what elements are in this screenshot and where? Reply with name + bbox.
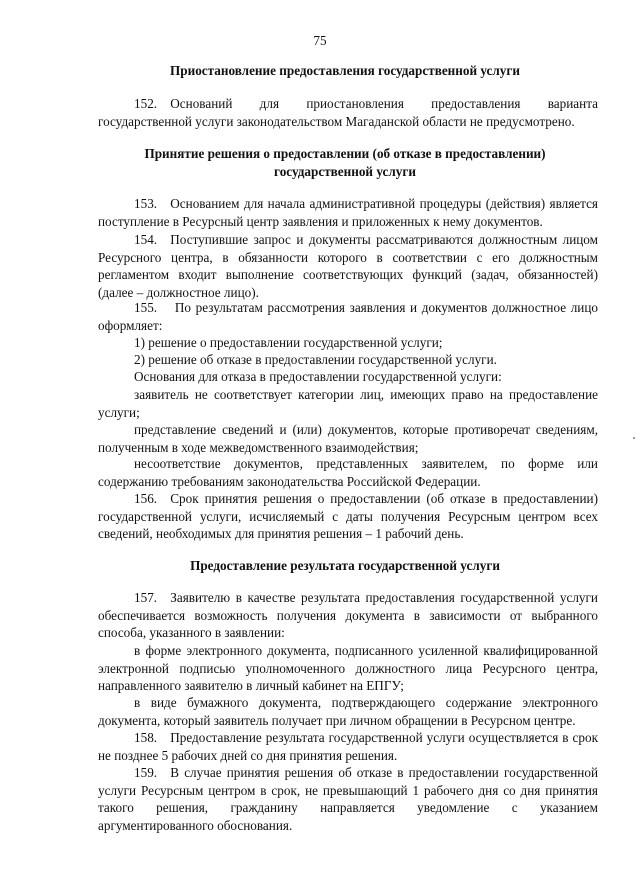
- paragraph-158: 158. Предоставление результата государственной услуги осуществляется в срок не позднее 5 рабочих дней со дня принятия решения.: [98, 730, 598, 763]
- section-heading-result: Предоставление результата государственной услуги: [190, 558, 500, 573]
- paragraph-155-item-2: 2) решение об отказе в предоставлении государственной услуги.: [134, 352, 497, 367]
- paragraph-152: 152. Оснований для приостановления предоставления варианта государственной услуги законодательством Магаданской области не предусмотрено.: [98, 96, 598, 129]
- section-heading-decision-line2: государственной услуги: [274, 164, 416, 179]
- paragraph-155-ground-2: представление сведений и (или) документов, которые противоречат сведениям, полученным в ходе межведомственного взаимодействия;: [98, 422, 598, 455]
- paragraph-155-ground-1: заявитель не соответствует категории лиц, имеющих право на предоставление услуги;: [98, 387, 598, 420]
- paragraph-155-item-1: 1) решение о предоставлении государственной услуги;: [134, 335, 443, 350]
- section-heading-suspension: Приостановление предоставления государственной услуги: [170, 63, 520, 78]
- paragraph-155-ground-3: несоответствие документов, представленных заявителем, по форме или содержанию требованиям законодательства Российской Федерации.: [98, 456, 598, 489]
- paragraph-156: 156. Срок принятия решения о предоставлении (об отказе в предоставлении) государственной услуги, исчисляемый с даты получения Ресурсным центром всех сведений, необходимых для принятия решения – 1 рабочий день.: [98, 491, 598, 542]
- paragraph-157-item-1: в форме электронного документа, подписанного усиленной квалифицированной электронной подписью уполномоченного должностного лица Ресурсного центра, направленного заявителю в личный кабинет на ЕПГУ;: [98, 643, 598, 694]
- section-heading-decision-line1: Принятие решения о предоставлении (об отказе в предоставлении): [144, 146, 546, 161]
- paragraph-154: 154. Поступившие запрос и документы рассматриваются должностным лицом Ресурсного центра, в обязанности которого в соответствии с его должностным регламентом входит выполнение соответствующих функций (задач, обязанностей) (далее – должностное лицо).: [98, 232, 598, 300]
- page-number: 75: [313, 33, 327, 48]
- paragraph-155-grounds: Основания для отказа в предоставлении государственной услуги:: [134, 369, 502, 384]
- paragraph-153: 153. Основанием для начала административной процедуры (действия) является поступление в Ресурсный центр заявления и приложенных к нему документов.: [98, 196, 598, 229]
- scan-speck: [633, 437, 635, 439]
- paragraph-157-item-2: в виде бумажного документа, подтверждающего содержание электронного документа, который заявитель получает при личном обращении в Ресурсном центре.: [98, 695, 598, 728]
- paragraph-155: 155. По результатам рассмотрения заявления и документов должностное лицо оформляет:: [98, 300, 598, 333]
- paragraph-157: 157. Заявителю в качестве результата предоставления государственной услуги обеспечивается возможность получения документа в зависимости от выбранного способа, указанного в заявлении:: [98, 590, 598, 641]
- paragraph-159: 159. В случае принятия решения об отказе в предоставлении государственной услуги Ресурсным центром в срок, не превышающий 1 рабочего дня со дня принятия такого решения, гражданину направляется уведомление с указанием аргументированного обоснования.: [98, 765, 598, 833]
